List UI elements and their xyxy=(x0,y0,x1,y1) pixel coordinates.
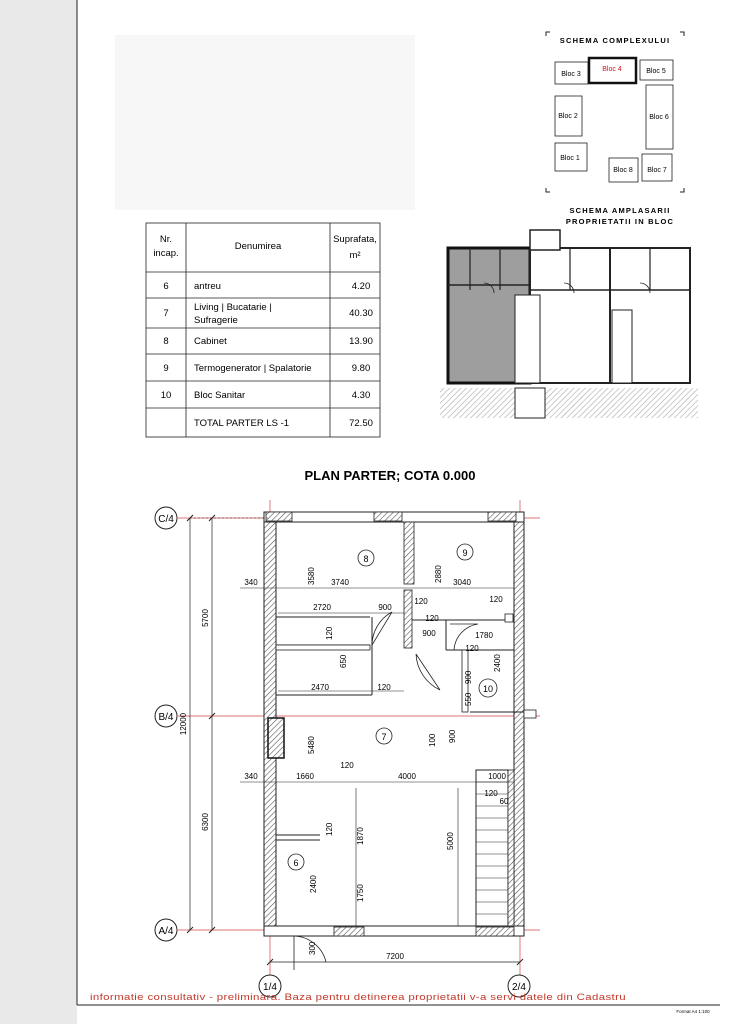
th-name: Denumirea xyxy=(234,241,282,252)
dim-2470: 2470 xyxy=(311,683,329,692)
th-area-1: Suprafata, xyxy=(333,234,377,245)
dim-1750: 1750 xyxy=(356,884,365,902)
block-3-label: Bloc 3 xyxy=(561,71,581,78)
total-label: TOTAL PARTER LS -1 xyxy=(194,418,290,429)
row-name: Termogenerator | Spalatorie xyxy=(194,363,312,374)
right-wall-stub xyxy=(524,710,536,718)
window-top-3 xyxy=(488,512,516,521)
dim-120-i: 120 xyxy=(325,822,334,836)
room-7-number: 7 xyxy=(381,732,387,742)
dim-12000: 12000 xyxy=(179,712,188,736)
block-5-label: Bloc 5 xyxy=(646,68,666,75)
axis-label-1: 1/4 xyxy=(263,982,277,993)
disclaimer-text: informatie consultativ - preliminara. Baza pentru detinerea proprietatii v-a servi datele din Cadastru xyxy=(90,992,626,1003)
row-name-1: Living | Bucatarie | xyxy=(194,302,272,313)
row-name: Bloc Sanitar xyxy=(194,390,246,401)
axis-label-2: 2/4 xyxy=(512,982,526,993)
block-1-label: Bloc 1 xyxy=(560,155,580,162)
room-8-number: 8 xyxy=(363,554,369,564)
dim-2880: 2880 xyxy=(434,565,443,583)
block-2-label: Bloc 2 xyxy=(558,113,578,120)
row-name: Cabinet xyxy=(194,336,227,347)
partition-storage xyxy=(276,645,370,650)
partition-8-9 xyxy=(404,522,414,584)
block-8-label: Bloc 8 xyxy=(613,167,633,174)
row-nr: 10 xyxy=(160,390,172,401)
dim-120-f: 120 xyxy=(377,683,391,692)
row-area: 9.80 xyxy=(351,363,371,374)
dim-2720: 2720 xyxy=(313,603,331,612)
plan-title: PLAN PARTER; COTA 0.000 xyxy=(304,468,476,483)
dim-4000: 4000 xyxy=(398,772,416,781)
block-4-label: Bloc 4 xyxy=(602,66,622,73)
dim-7200: 7200 xyxy=(386,952,404,961)
dim-120-g: 120 xyxy=(340,761,354,770)
block-7-label: Bloc 7 xyxy=(647,167,667,174)
dim-5000: 5000 xyxy=(446,832,455,850)
dim-3740: 3740 xyxy=(331,578,349,587)
dim-3580: 3580 xyxy=(307,567,316,585)
dim-120-h: 120 xyxy=(484,789,498,798)
block-6-label: Bloc 6 xyxy=(649,114,669,121)
row-area: 13.90 xyxy=(349,336,373,347)
format-label: Format A4 1:100 xyxy=(676,1009,710,1014)
dim-340-top: 340 xyxy=(244,578,258,587)
th-nr-1: Nr. xyxy=(159,234,173,245)
row-nr: 7 xyxy=(163,308,169,319)
window-top-1 xyxy=(266,512,292,521)
axis-label-b: B/4 xyxy=(158,712,174,723)
dim-1000: 1000 xyxy=(488,772,506,781)
axis-label-c: C/4 xyxy=(158,514,174,525)
dim-340-mid: 340 xyxy=(244,772,258,781)
row-nr: 6 xyxy=(163,281,169,292)
row-nr: 9 xyxy=(163,363,169,374)
dim-100: 100 xyxy=(428,733,437,747)
th-area-2: m² xyxy=(349,250,361,261)
dim-120-a: 120 xyxy=(414,597,428,606)
dim-120-b: 120 xyxy=(489,595,503,604)
redacted-area xyxy=(115,35,415,210)
dim-900-c: 900 xyxy=(464,670,473,684)
room-table xyxy=(146,223,380,437)
location-schema-title-2: PROPRIETATII IN BLOC xyxy=(565,217,675,226)
dim-1660: 1660 xyxy=(296,772,314,781)
dim-5700: 5700 xyxy=(201,609,210,627)
dim-900-d: 900 xyxy=(448,729,457,743)
wall-bottom-hatch-2 xyxy=(476,927,514,936)
dim-300: 300 xyxy=(308,941,317,955)
fixture-9 xyxy=(505,614,513,622)
dim-2400-b: 2400 xyxy=(309,875,318,893)
room-9-number: 9 xyxy=(462,548,468,558)
window-top-2 xyxy=(374,512,402,521)
row-name-2: Sufragerie xyxy=(194,315,238,326)
total-area: 72.50 xyxy=(349,418,373,429)
dim-120-e: 120 xyxy=(465,644,479,653)
right-wall-upper xyxy=(514,522,524,712)
row-area: 4.30 xyxy=(351,390,371,401)
wall-niche xyxy=(268,718,284,758)
location-schema-title-1: SCHEMA AMPLASARII xyxy=(569,206,671,215)
axis-label-a: A/4 xyxy=(158,926,174,937)
dim-900-b: 900 xyxy=(422,629,436,638)
room-10-number: 10 xyxy=(482,684,494,694)
dim-2400-a: 2400 xyxy=(493,654,502,672)
dim-3040: 3040 xyxy=(453,578,471,587)
dim-1870: 1870 xyxy=(356,827,365,845)
row-area: 4.20 xyxy=(351,281,371,292)
partition-vertical-8 xyxy=(404,590,412,648)
wall-bottom-hatch-1 xyxy=(334,927,364,936)
row-nr: 8 xyxy=(163,336,169,347)
room-6-number: 6 xyxy=(293,858,299,868)
dim-120-d: 120 xyxy=(325,626,334,640)
dim-60: 60 xyxy=(499,797,509,806)
dim-900-a: 900 xyxy=(378,603,392,612)
dim-550: 550 xyxy=(464,692,473,706)
dim-650: 650 xyxy=(339,654,348,668)
row-area: 40.30 xyxy=(349,308,373,319)
dim-120-c: 120 xyxy=(425,614,439,623)
th-nr-2: incap. xyxy=(153,248,179,259)
complex-schema-title: SCHEMA COMPLEXULUI xyxy=(559,36,671,45)
dim-6300: 6300 xyxy=(201,813,210,831)
row-name: antreu xyxy=(194,281,221,292)
dim-5480: 5480 xyxy=(307,736,316,754)
dim-1780: 1780 xyxy=(475,631,493,640)
